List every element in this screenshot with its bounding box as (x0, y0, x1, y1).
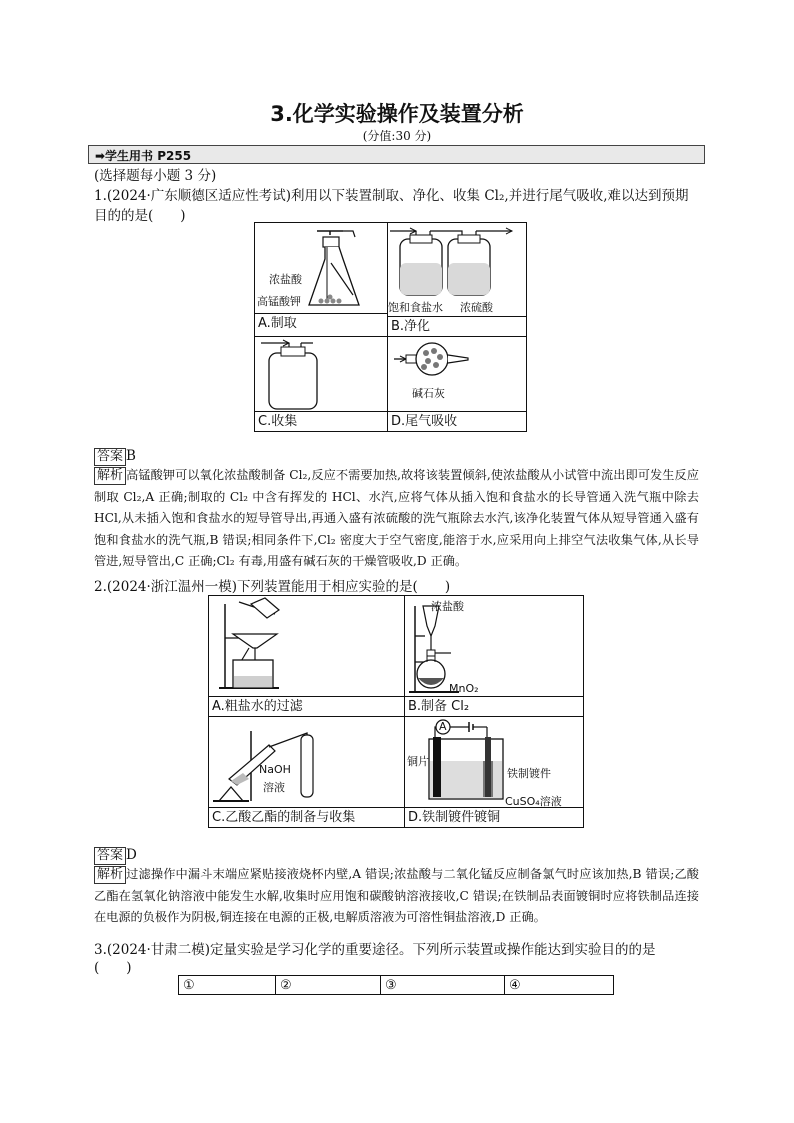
q1-explanation: 高锰酸钾可以氧化浓盐酸制备 Cl₂,反应不需要加热,故将该装置倾斜,使浓盐酸从小试管中流出即可发生反应制取 Cl₂,A 正确;制取的 Cl₂ 中含有挥发的 HCl、水汽,应将气体从插入饱和食盐水的长导管通入洗气瓶中除去 HCl,从未插入饱和食盐水的短导管导出,再通入盛有浓硫酸的洗气瓶除去水汽,该净化装置气体从短导管通入盛有饱和食盐水的洗气瓶,B 错误;相同条件下,Cl₂ 密度大于空气密度,能溶于水,应采用向上排空气法收集气体,从长导管进,短导管出,C 正确;Cl₂ 有毒,用盛有碱石灰的干燥管吸收,D 正确。 (94, 468, 699, 568)
q1-cell-a (255, 223, 388, 337)
note: (选择题每小题 3 分) (94, 168, 217, 184)
collection-bottle-icon (255, 337, 387, 411)
q2-caption-a: A.粗盐水的过滤 (209, 696, 404, 716)
q3-col-1: ① (179, 976, 276, 995)
q3-col-4: ④ (505, 976, 614, 995)
page-title: 3.化学实验操作及装置分析 (270, 102, 524, 126)
filtration-apparatus-icon (209, 596, 404, 696)
label-cuso4: CuSO₄溶液 (505, 795, 562, 808)
q3-col-2: ② (276, 976, 381, 995)
ester-preparation-icon (209, 717, 404, 807)
q2-stem-line1: 2.(2024·浙江温州一模)下列装置能用于相应实验的是( ) (94, 579, 451, 595)
q1-stem-line1: 1.(2024·广东顺德区适应性考试)利用以下装置制取、净化、收集 Cl₂,并进行尾气吸收,难以达到预期 (94, 188, 689, 204)
label-naoh: NaOH (259, 763, 291, 776)
q2-cell-c (209, 717, 405, 828)
q2-answer-tag: 答案 (94, 847, 126, 865)
label-sat-nacl: 饱和食盐水 (388, 301, 443, 314)
q2-caption-c: C.乙酸乙酯的制备与收集 (209, 807, 404, 827)
source-bar (88, 145, 705, 164)
q1-cell-c (255, 337, 388, 432)
label-kmno4: 高锰酸钾 (257, 295, 301, 308)
q1-explanation-block (94, 465, 699, 573)
q3-figure-header (178, 975, 614, 995)
label-mno2: MnO₂ (449, 682, 479, 695)
q2-caption-d: D.铁制镀件镀铜 (405, 807, 583, 827)
label-copper-sheet: 铜片 (407, 755, 429, 768)
q1-caption-d: D.尾气吸收 (388, 411, 526, 431)
page-subtitle: (分值:30 分) (362, 129, 432, 143)
label-soda-lime: 碱石灰 (412, 387, 445, 400)
q3-stem-line2: ( ) (94, 960, 132, 976)
label-conc-h2so4: 浓硫酸 (460, 301, 493, 314)
q2-explanation-block (94, 864, 699, 929)
q3-col-3: ③ (381, 976, 505, 995)
label-conc-hcl-2: 浓盐酸 (431, 600, 464, 613)
q1-cell-b (388, 223, 527, 337)
q1-caption-b: B.净化 (388, 316, 526, 336)
q1-answer: B (126, 448, 136, 464)
q1-caption-c: C.收集 (255, 411, 387, 431)
drying-tube-icon (388, 337, 526, 385)
label-iron-part: 铁制镀件 (507, 767, 551, 780)
q2-explain-tag: 解析 (94, 866, 126, 884)
q1-cell-d (388, 337, 527, 432)
q1-answer-line (94, 446, 136, 466)
q1-stem-line2: 目的的是( ) (94, 208, 186, 224)
q2-caption-b: B.制备 Cl₂ (405, 696, 583, 716)
q2-cell-a (209, 596, 405, 717)
q1-explain-tag: 解析 (94, 467, 126, 485)
label-solution: 溶液 (263, 781, 285, 794)
source-tag[interactable]: ➡学生用书 P255 (95, 149, 192, 163)
q2-answer: D (126, 847, 137, 863)
q3-stem-line1: 3.(2024·甘肃二模)定量实验是学习化学的重要途径。下列所示装置或操作能达到实验目的的是 (94, 942, 656, 958)
q1-figure-table (254, 222, 527, 432)
q2-explanation: 过滤操作中漏斗末端应紧贴接液烧杯内壁,A 错误;浓盐酸与二氧化锰反应制备氯气时应该加热,B 错误;乙酸乙酯在氢氧化钠溶液中能发生水解,收集时应用饱和碳酸钠溶液接收,C 错误;在铁制品表面镀铜时应将铁制品连接在电源的负极作为阴极,铜连接在电源的正极,电解质溶液为可溶性铜盐溶液,D 正确。 (94, 867, 699, 924)
wash-bottles-icon (388, 223, 526, 299)
q2-cell-b (405, 596, 584, 717)
q2-cell-d (405, 717, 584, 828)
label-ammeter: A (439, 720, 447, 733)
q2-figure-table (208, 595, 584, 828)
q1-caption-a: A.制取 (255, 313, 387, 333)
q1-answer-tag: 答案 (94, 448, 126, 466)
label-conc-hcl: 浓盐酸 (269, 273, 302, 286)
q2-answer-line (94, 845, 137, 865)
